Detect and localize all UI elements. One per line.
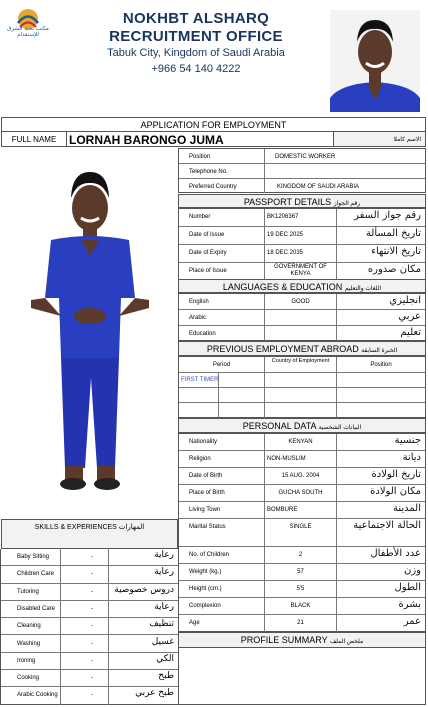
skill-label-ar: الكي: [156, 653, 174, 664]
personal-label-ar: عدد الأطفال: [337, 547, 425, 564]
skills-title-ar: المهارات: [118, 524, 145, 531]
personal-value: NON-MUSLIM: [265, 451, 337, 468]
skills-column-divider: [108, 549, 109, 705]
full-name-value: LORNAH BARONGO JUMA: [67, 131, 333, 147]
skill-label-ar: غسيل: [151, 636, 174, 647]
personal-label-ar: الطول: [337, 581, 425, 598]
english-label: English: [179, 294, 265, 310]
education-value: [265, 326, 337, 341]
telephone-label: Telephone No.: [179, 164, 265, 179]
personal-label: Weight (kg.): [179, 564, 265, 581]
personal-title-ar: البيانات الشخصية: [318, 425, 362, 431]
skill-value: -: [91, 623, 93, 630]
personal-label-ar: وزن: [337, 564, 425, 581]
skill-label-ar: رعاية: [154, 601, 174, 612]
expiry-date-ar: تاريخ الانتهاء: [337, 245, 425, 263]
agency-line1: NOKHBT ALSHARQ: [122, 10, 270, 27]
personal-grid: [178, 433, 426, 632]
personal-section-title: [178, 418, 426, 433]
application-title: APPLICATION FOR EMPLOYMENT: [1, 117, 426, 132]
skill-label-ar: رعاية: [154, 567, 174, 578]
logo-arabic: مكتب نخبة الشرق: [7, 26, 49, 32]
skill-row: [1, 687, 178, 704]
languages-title: LANGUAGES & EDUCATION: [222, 282, 343, 292]
skills-title: SKILLS & EXPERIENCES: [34, 524, 117, 531]
personal-label-ar: الحالة الاجتماعية: [337, 519, 425, 547]
employment-cell: [337, 388, 425, 403]
place-of-issue-label: Place of Issue: [179, 263, 265, 280]
personal-label-ar: ديانة: [337, 451, 425, 468]
passport-title-ar: رقم الجواز: [333, 201, 361, 207]
agency-name: [70, 10, 322, 46]
employment-cell: [265, 373, 337, 388]
arabic-ar: عربي: [337, 310, 425, 326]
languages-section-title: [178, 279, 426, 293]
skill-label-ar: رعاية: [154, 550, 174, 560]
skill-label-ar: طبخ عربي: [135, 688, 174, 699]
skill-value: -: [91, 692, 93, 699]
skill-value: -: [91, 554, 93, 560]
employment-cell: [219, 388, 265, 403]
personal-value: BOMBURE: [265, 502, 337, 519]
skill-value: -: [91, 657, 93, 664]
personal-label: Place of Birth: [179, 485, 265, 502]
period-header: Period: [179, 357, 265, 373]
languages-grid: [178, 293, 426, 341]
position-label: Position: [179, 149, 265, 164]
skill-label: Tutoring: [17, 588, 39, 595]
skill-row: [1, 584, 178, 601]
skill-value: -: [91, 571, 93, 578]
skill-label: Cleaning: [17, 623, 41, 630]
profile-summary-label-ar: ملخص الملف: [329, 639, 364, 645]
personal-value: 2: [265, 547, 337, 564]
skill-label: Washing: [17, 640, 41, 647]
passport-grid: [178, 208, 426, 280]
personal-label: Complexion: [179, 598, 265, 615]
personal-label: Date of Birth: [179, 468, 265, 485]
personal-value: 5'5: [265, 581, 337, 598]
personal-value: 21: [265, 615, 337, 632]
position-value: DOMESTIC WORKER: [265, 149, 425, 164]
employment-cell: [179, 388, 219, 403]
skill-label: Disabled Care: [17, 605, 56, 612]
employment-cell: [219, 403, 265, 418]
issue-date-label: Date of Issue: [179, 227, 265, 245]
personal-label-ar: جنسية: [337, 434, 425, 451]
full-body-photo: [1, 148, 178, 518]
profile-summary-title: [178, 632, 426, 648]
personal-title: PERSONAL DATA: [242, 421, 317, 431]
personal-label-ar: بشرة: [337, 598, 425, 615]
agency-phone: +966 54 140 4222: [151, 63, 241, 75]
preferred-country-value: KINGDOM OF SAUDI ARABIA: [277, 184, 360, 190]
education-ar: تعليم: [400, 327, 421, 338]
full-name-label-ar: الاسم كاملا: [333, 131, 426, 147]
headshot-photo: [330, 10, 420, 112]
personal-label-ar: عمر: [403, 616, 421, 627]
expiry-date-value: 18 DEC 2035: [265, 245, 337, 263]
skill-value: -: [91, 588, 93, 595]
skill-row: [1, 566, 178, 583]
skill-value: -: [91, 605, 93, 612]
skill-label: Ironing: [17, 657, 36, 664]
logo-sub: للإستقدام: [17, 32, 39, 38]
skill-value: -: [91, 640, 93, 647]
personal-label: No. of Children: [179, 547, 265, 564]
arabic-value: [265, 310, 337, 326]
skill-row: [1, 618, 178, 635]
skills-column-divider: [60, 549, 61, 705]
personal-label: Marital Status: [179, 519, 265, 547]
personal-value: 15 AUG. 2004: [265, 468, 337, 485]
personal-value: BLACK: [265, 598, 337, 615]
employment-cell: [337, 403, 425, 418]
personal-value: SINGLE: [265, 519, 337, 547]
telephone-value: [265, 164, 425, 179]
passport-section-title: [178, 194, 426, 208]
first-timer: FIRST TIMER: [179, 373, 219, 388]
employment-cell: [337, 373, 425, 388]
agency-city: Tabuk City, Kingdom of Saudi Arabia: [107, 47, 285, 59]
skill-label: Children Care: [17, 571, 55, 578]
issue-date-value: 19 DEC 2025: [265, 227, 337, 245]
issue-date-ar: تاريخ المسألة: [337, 227, 425, 245]
personal-value: 57: [265, 564, 337, 581]
personal-label: Living Town: [179, 502, 265, 519]
employment-section-title: [178, 341, 426, 356]
place-of-issue-ar: مكان صدوره: [367, 264, 421, 275]
skill-label-ar: دروس خصوصية: [114, 584, 174, 595]
skill-label-ar: تنظيف: [149, 619, 174, 630]
employment-title-ar: الخبرة السابقة: [361, 348, 398, 354]
skill-row: [1, 636, 178, 653]
passport-number-value: BK1206367: [265, 209, 337, 227]
education-label: Education: [179, 326, 265, 341]
employment-cell: [179, 403, 219, 418]
position-header: Position: [337, 357, 425, 373]
skill-row: [1, 670, 178, 687]
skill-row: [1, 549, 178, 566]
job-details-grid: [178, 148, 426, 193]
profile-summary-body: [178, 648, 426, 705]
skill-label: Arabic Cooking: [17, 692, 58, 699]
agency-line2: RECRUITMENT OFFICE: [109, 28, 283, 45]
full-name-label: FULL NAME: [1, 131, 67, 147]
expiry-date-label: Date of Expiry: [179, 245, 265, 263]
skill-label: Cooking: [17, 675, 40, 682]
passport-title: PASSPORT DETAILS: [243, 197, 332, 207]
personal-label: Age: [179, 615, 265, 632]
employment-cell: [265, 388, 337, 403]
languages-title-ar: اللغات والتعليم: [344, 286, 382, 292]
profile-summary-label: PROFILE SUMMARY: [240, 635, 328, 645]
employment-title: PREVIOUS EMPLOYMENT ABROAD: [206, 344, 359, 354]
personal-value: GUCHA SOUTH: [265, 485, 337, 502]
english-value: GOOD: [265, 294, 337, 310]
personal-label: Religion: [179, 451, 265, 468]
employment-grid: [178, 356, 426, 418]
personal-label: Height (cm.): [179, 581, 265, 598]
personal-value: KENYAN: [265, 434, 337, 451]
preferred-country-label: Preferred Country: [179, 179, 265, 193]
passport-number-ar: رقم جواز السفر: [337, 209, 425, 227]
skill-row: [1, 653, 178, 670]
personal-label-ar: المدينة: [337, 502, 425, 519]
skill-value: -: [91, 675, 93, 682]
personal-label: Nationality: [179, 434, 265, 451]
skills-section-title: [1, 519, 178, 549]
page-header: [0, 0, 428, 116]
skill-label-ar: طبخ: [158, 671, 174, 682]
skills-list: [0, 549, 179, 705]
employment-cell: [265, 403, 337, 418]
passport-number-label: Number: [179, 209, 265, 227]
employment-cell: [219, 373, 265, 388]
english-ar: انجليزي: [337, 294, 425, 310]
personal-label-ar: مكان الولادة: [337, 485, 425, 502]
arabic-label: Arabic: [179, 310, 265, 326]
place-of-issue-value: GOVERNMENT OF KENYA: [265, 263, 337, 280]
skill-row: [1, 601, 178, 618]
skill-label: Baby Sitting: [17, 554, 50, 560]
logo-text: [2, 26, 54, 38]
personal-label-ar: تاريخ الولادة: [337, 468, 425, 485]
country-header: Country of Employment: [265, 357, 337, 373]
